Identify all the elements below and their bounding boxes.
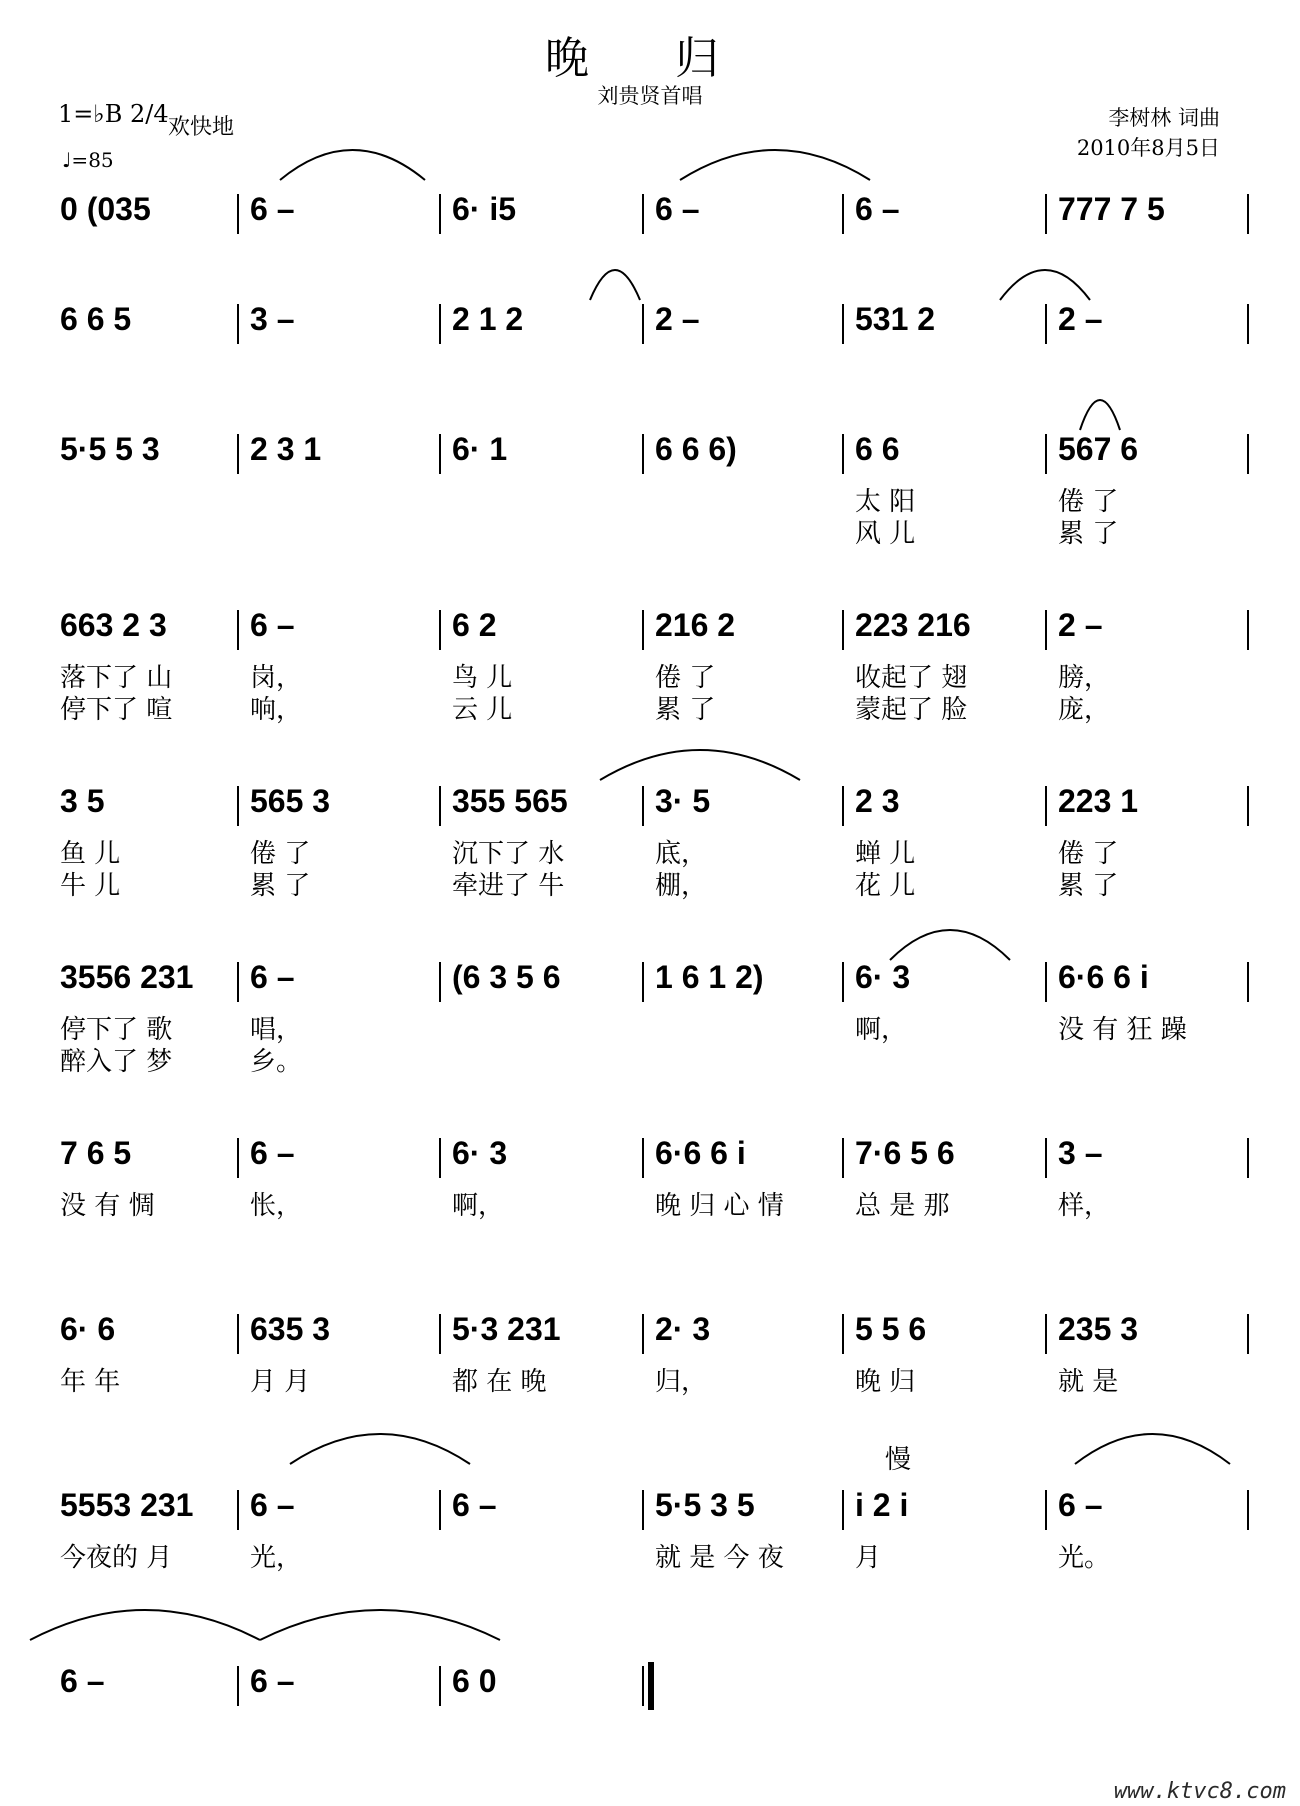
slur-arc	[260, 1610, 500, 1640]
measure-notes: 2 1 2	[452, 301, 524, 337]
measure-notes: 6· 6	[60, 1311, 116, 1347]
lyric-syllables: 光，	[250, 1543, 303, 1573]
measure-notes: 2 –	[1058, 607, 1103, 643]
measure-notes: 5553 231	[60, 1487, 194, 1523]
measure-notes: 6· 3	[452, 1135, 508, 1171]
slur-arc	[280, 150, 425, 180]
measure-notes: 3· 5	[655, 783, 711, 819]
watermark: www.ktvc8.com	[1113, 1779, 1286, 1804]
lyric-syllables: 庞，	[1058, 695, 1111, 725]
measure-notes: 6· 1	[452, 431, 508, 467]
lyric-syllables: 膀，	[1058, 663, 1111, 693]
lyric-syllables: 落下了 山	[60, 663, 173, 693]
lyric-syllables: 样，	[1058, 1191, 1111, 1221]
lyric-syllables: 蝉 儿	[855, 839, 916, 869]
measure-notes: 3 –	[1058, 1135, 1103, 1171]
measure-notes: 6 6 5	[60, 301, 132, 337]
measure-notes: 1 6 1 2)	[655, 959, 764, 995]
lyric-syllables: 云 儿	[452, 695, 513, 725]
song-title: 晚 归	[545, 33, 755, 84]
measure-notes: 235 3	[1058, 1311, 1139, 1347]
measure-notes: 5·5 3 5	[655, 1487, 755, 1523]
measure-notes: i 2 i	[855, 1487, 909, 1523]
slur-arc	[590, 270, 640, 300]
lyric-syllables: 归，	[655, 1367, 708, 1397]
measure-notes: 223 1	[1058, 783, 1139, 819]
lyric-syllables: 鱼 儿	[60, 839, 121, 869]
slur-arc	[1080, 400, 1120, 430]
lyric-syllables: 就 是 今 夜	[655, 1543, 784, 1573]
measure-notes: 2 3 1	[250, 431, 322, 467]
lyric-syllables: 倦 了	[1058, 487, 1119, 517]
measure-notes: 6 –	[250, 1663, 295, 1699]
lyric-syllables: 没 有 惆	[60, 1191, 155, 1221]
measure-notes: 5·5 5 3	[60, 431, 160, 467]
measure-notes: 0 (035	[60, 191, 151, 227]
measure-notes: 567 6	[1058, 431, 1139, 467]
measure-notes: 6 –	[855, 191, 900, 227]
measure-notes: 6·6 6 i	[655, 1135, 746, 1171]
lyric-syllables: 底，	[655, 839, 708, 869]
lyric-syllables: 鸟 儿	[452, 663, 513, 693]
measure-notes: 663 2 3	[60, 607, 167, 643]
lyric-syllables: 沉下了 水	[452, 839, 565, 869]
measure-notes: 565 3	[250, 783, 331, 819]
lyric-syllables: 没 有 狂 躁	[1058, 1015, 1187, 1045]
lyric-syllables: 风 儿	[855, 519, 916, 549]
lyric-syllables: 累 了	[1058, 871, 1119, 901]
key-signature: 1=♭B 2/4	[58, 100, 169, 128]
composition-date: 2010年8月5日	[1076, 136, 1220, 160]
lyric-syllables: 收起了 翅	[855, 663, 968, 693]
lyric-syllables: 蒙起了 脸	[855, 695, 968, 725]
measure-notes: 6 –	[1058, 1487, 1103, 1523]
slur-arc	[890, 930, 1010, 960]
lyric-syllables: 累 了	[1058, 519, 1119, 549]
lyric-syllables: 花 儿	[855, 871, 916, 901]
slur-arc	[600, 750, 800, 780]
measure-notes: 6 –	[250, 1135, 295, 1171]
slur-arc	[680, 150, 870, 180]
measure-notes: 355 565	[452, 783, 568, 819]
measure-notes: 216 2	[655, 607, 736, 643]
measure-notes: 6 –	[655, 191, 700, 227]
lyric-syllables: 啊，	[855, 1015, 908, 1045]
measure-notes: 6 2	[452, 607, 497, 643]
measure-notes: 531 2	[855, 301, 936, 337]
measure-notes: 777 7 5	[1058, 191, 1165, 227]
measure-notes: 6· 3	[855, 959, 911, 995]
measure-notes: 2 –	[1058, 301, 1103, 337]
measure-notes: 6 6	[855, 431, 900, 467]
measure-notes: 2· 3	[655, 1311, 711, 1347]
measure-notes: 3556 231	[60, 959, 194, 995]
measure-notes: 5 5 6	[855, 1311, 927, 1347]
measure-notes: 2 –	[655, 301, 700, 337]
lyric-syllables: 啊，	[452, 1191, 505, 1221]
lyric-syllables: 倦 了	[655, 663, 716, 693]
measure-notes: (6 3 5 6	[452, 959, 561, 995]
measure-notes: 6 –	[452, 1487, 497, 1523]
lyric-syllables: 今夜的 月	[60, 1543, 173, 1573]
measure-notes: 6 –	[60, 1663, 105, 1699]
measure-notes: 6 –	[250, 607, 295, 643]
lyric-syllables: 晚 归 心 情	[655, 1191, 784, 1221]
lyric-syllables: 光。	[1058, 1543, 1111, 1573]
measure-notes: 3 5	[60, 783, 105, 819]
lyric-syllables: 累 了	[655, 695, 716, 725]
lyric-syllables: 月	[855, 1543, 882, 1573]
singer-credit: 刘贵贤首唱	[597, 84, 703, 108]
lyric-syllables: 晚 归	[855, 1367, 916, 1397]
slur-arc	[290, 1434, 470, 1464]
lyric-syllables: 岗，	[250, 663, 303, 693]
lyric-syllables: 唱，	[250, 1015, 303, 1045]
measure-notes: 7·6 5 6	[855, 1135, 955, 1171]
measure-notes: 6·6 6 i	[1058, 959, 1149, 995]
slur-arc	[1075, 1434, 1230, 1464]
lyric-syllables: 停下了 喧	[60, 695, 173, 725]
measure-notes: 223 216	[855, 607, 971, 643]
tempo-slow-mark: 慢	[885, 1445, 912, 1475]
lyric-syllables: 年 年	[60, 1367, 121, 1397]
lyric-syllables: 总 是 那	[855, 1191, 950, 1221]
lyric-syllables: 怅，	[250, 1191, 303, 1221]
lyric-syllables: 倦 了	[250, 839, 311, 869]
lyric-syllables: 乡。	[250, 1047, 303, 1077]
measure-notes: 6· i5	[452, 191, 517, 227]
tempo-expression: 欢快地	[168, 115, 235, 140]
lyric-syllables: 都 在 晚	[452, 1367, 547, 1397]
lyric-syllables: 累 了	[250, 871, 311, 901]
measure-notes: 7 6 5	[60, 1135, 132, 1171]
lyric-syllables: 醉入了 梦	[60, 1047, 173, 1077]
measure-notes: 635 3	[250, 1311, 331, 1347]
metronome-mark: ♩=85	[62, 148, 114, 172]
lyric-syllables: 牛 儿	[60, 871, 121, 901]
lyric-syllables: 停下了 歌	[60, 1015, 173, 1045]
lyricist-composer: 李树林 词曲	[1108, 106, 1220, 130]
lyric-syllables: 牵进了 牛	[452, 871, 565, 901]
measure-notes: 6 –	[250, 959, 295, 995]
slur-arc	[1000, 270, 1090, 300]
lyric-syllables: 倦 了	[1058, 839, 1119, 869]
measure-notes: 2 3	[855, 783, 900, 819]
lyric-syllables: 月 月	[250, 1367, 311, 1397]
measure-notes: 5·3 231	[452, 1311, 561, 1347]
lyric-syllables: 棚，	[655, 871, 708, 901]
measure-notes: 6 –	[250, 1487, 295, 1523]
lyric-syllables: 响，	[250, 695, 303, 725]
measure-notes: 6 6 6)	[655, 431, 737, 467]
lyric-syllables: 太 阳	[855, 487, 916, 517]
lyric-syllables: 就 是	[1058, 1367, 1119, 1397]
slur-arc	[30, 1610, 260, 1640]
measure-notes: 6 –	[250, 191, 295, 227]
measure-notes: 3 –	[250, 301, 295, 337]
measure-notes: 6 0	[452, 1663, 497, 1699]
